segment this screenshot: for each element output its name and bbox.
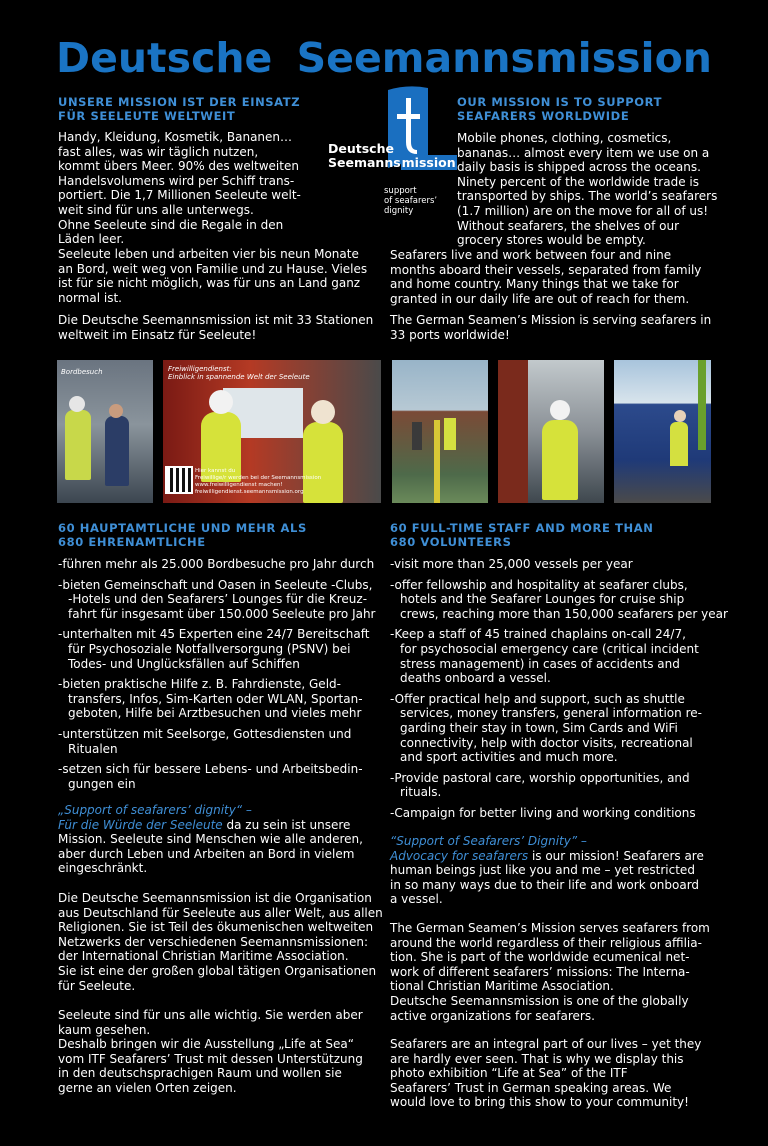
list-item: -offer fellowship and hospitality at seafarer clubs, hotels and the Seafarer Lounges for cruise ship crews, reaching more than 150,000 seafarers per year (390, 577, 728, 621)
person-figure (69, 396, 85, 412)
de-organization-paragraph: Die Deutsche Seemannsmission ist die Organisation aus Deutschland für Seeleute aus aller Welt, aus allen Religionen. Sie ist Teil des ökumenischen weltweiten Netzwerks der verschiedenen Seemannsmissionen: der International Christian Maritime Association. Sie ist eine der großen global tätigen Organisationen für Seeleute. (58, 891, 383, 993)
logo-name-mission: mission (401, 155, 456, 170)
de-staff-heading: 60 HAUPTAMTLICHE UND MEHR ALS 680 EHRENAMTLICHE (58, 521, 307, 549)
logo-name-line2 (328, 156, 457, 170)
en-staff-heading: 60 FULL-TIME STAFF AND MORE THAN 680 VOLUNTEERS (390, 521, 654, 549)
qr-code-icon (167, 468, 191, 492)
list-item: -führen mehr als 25.000 Bordbesuche pro Jahr durch (58, 557, 375, 571)
en-intro-paragraph-2: Seafarers live and work between four and nine months aboard their vessels, separated from family and home country. Many things that we take for granted in our daily life are out of reach for them. (390, 248, 702, 306)
person-figure (542, 420, 578, 500)
person-figure (444, 418, 456, 450)
person-figure (674, 410, 686, 422)
en-intro-heading: OUR MISSION IS TO SUPPORT SEAFARERS WORLDWIDE (457, 95, 663, 123)
person-figure (670, 422, 688, 466)
person-figure (550, 400, 570, 420)
logo-tagline: support of seafarers’ dignity (384, 186, 438, 216)
photo-board-visit (57, 360, 153, 503)
list-item: -unterhalten mit 45 Experten eine 24/7 Bereitschaft für Psychosoziale Notfallversorgung (PSNV) bei Todes- und Unglücksfällen auf Schiffen (58, 627, 370, 671)
person-figure (209, 390, 233, 414)
de-intro-paragraph-2: Seeleute leben und arbeiten vier bis neun Monate an Bord, weit weg von Familie und zu Hause. Vieles ist für sie nicht möglich, was für uns an Land ganz normal ist. (58, 247, 368, 305)
list-item: -Offer practical help and support, such as shuttle services, money transfers, general information re- garding their stay in town, Sim Cards and WiFi connectivity, help with doctor visits, recreational and sport activities and much more. (390, 691, 702, 765)
deck-line (434, 420, 440, 503)
de-staff-list (58, 557, 388, 797)
de-dignity-highlight: „Support of seafarers’ dignity“ – Für die Würde der Seeleute (58, 803, 252, 832)
person-figure (105, 416, 129, 486)
page-title: Deutsche Seemannsmission (56, 34, 712, 82)
de-intro-heading: UNSERE MISSION IST DER EINSATZ FÜR SEELEUTE WELTWEIT (58, 95, 301, 123)
logo-name-seemanns: Seemanns (328, 155, 401, 170)
list-item: -Provide pastoral care, worship opportunities, and rituals. (390, 770, 690, 800)
photo-gangway (498, 360, 604, 503)
photo-volunteer-service (163, 360, 381, 503)
mission-logo (326, 82, 456, 222)
list-item: -visit more than 25,000 vessels per year (390, 557, 633, 571)
person-figure (412, 422, 422, 450)
list-item: -bieten praktische Hilfe z. B. Fahrdienste, Geld- transfers, Infos, Sim-Karten oder WLAN, Sportan- geboten, Hilfe bei Arztbesuchen und vieles mehr (58, 677, 363, 721)
photo-container-ship (614, 360, 711, 503)
qr-caption: Hier kannst du Freiwillige/r werden bei der Seemannsmission www.freiwilligendienst machen! freiwilligendienst.seemannsmission.org (195, 468, 322, 495)
list-item: -Campaign for better living and working conditions (390, 805, 696, 820)
ship-hull (498, 360, 528, 503)
en-dignity-text: is our mission! Seafarers are human beings just like you and me – yet restricted in so many ways due to their life and work onboard a vessel. (390, 848, 704, 907)
en-dignity-highlight: “Support of Seafarers’ Dignity” – Advocacy for seafarers (390, 834, 587, 863)
photo-deck-walk (392, 360, 488, 503)
de-intro-paragraph-3: Die Deutsche Seemannsmission ist mit 33 Stationen weltweit im Einsatz für Seeleute! (58, 313, 374, 342)
en-staff-list (390, 557, 730, 827)
de-exhibition-paragraph: Seeleute sind für uns alle wichtig. Sie werden aber kaum gesehen. Deshalb bringen wir die Ausstellung „Life at Sea“ vom ITF Seafarers’ Trust mit dessen Unterstützung in den deutschsprachigen Raum und wollen sie gerne an vielen Orten zeigen. (58, 1008, 363, 1095)
de-dignity-paragraph (58, 803, 388, 876)
de-dignity-text: da zu sein ist unsere Mission. Seeleute sind Menschen wie alle anderen, aber durch Leben und Arbeiten an Bord in vielem eingeschränkt. (58, 817, 363, 876)
crane (698, 360, 706, 450)
logo-name-line1: Deutsche (328, 141, 394, 156)
en-intro-paragraph-3: The German Seamen’s Mission is serving seafarers in 33 ports worldwide! (390, 313, 712, 342)
person-figure (109, 404, 123, 418)
person-figure (65, 410, 91, 480)
list-item: -bieten Gemeinschaft und Oasen in Seeleute -Clubs, -Hotels und den Seafarers’ Lounges für die Kreuz- fahrt für insgesamt über 150.000 Seeleute pro Jahr (58, 577, 376, 621)
person-figure (311, 400, 335, 424)
list-item: -unterstützen mit Seelsorge, Gottesdiensten und Ritualen (58, 726, 352, 756)
photo-label-volunteer-service: Freiwilligendienst: Einblick in spannende Welt der Seeleute (168, 365, 310, 381)
en-exhibition-paragraph: Seafarers are an integral part of our lives – yet they are hardly ever seen. That is why we display this photo exhibition “Life at Sea” of the ITF Seafarers’ Trust in German speaking areas. We would love to bring this show to your community! (390, 1037, 702, 1110)
list-item: -Keep a staff of 45 trained chaplains on-call 24/7, for psychosocial emergency care (critical incident stress management) in cases of accidents and deaths onboard a vessel. (390, 627, 699, 686)
de-intro-paragraph-1: Handy, Kleidung, Kosmetik, Bananen… fast alles, was wir täglich nutzen, kommt übers Meer. 90% des weltweiten Handelsvolumens wird per Schiff trans- portiert. Die 1,7 Millionen Seeleute welt- weit sind für uns alle unterwegs. Ohne Seeleute sind die Regale in den Läden leer. (58, 130, 301, 247)
en-organization-paragraph: The German Seamen’s Mission serves seafarers from around the world regardless of their religious affilia- tion. She is part of the worldwide ecumenical net- work of different seafarers’ missions: The Interna- tional Christian Maritime Association. Deutsche Seemannsmission is one of the globally active organizations for seafarers. (390, 921, 710, 1023)
en-dignity-paragraph (390, 834, 730, 907)
list-item: -setzen sich für bessere Lebens- und Arbeitsbedin- gungen ein (58, 762, 363, 791)
photo-label-board-visit: Bordbesuch (61, 368, 103, 376)
en-intro-paragraph-1: Mobile phones, clothing, cosmetics, bananas… almost every item we use on a daily basis is shipped across the oceans. Ninety percent of the worldwide trade is transported by ships. The world’s seafarers (1.7 million) are on the move for all of us! Without seafarers, the shelves of our grocery stores would be empty. (457, 131, 718, 248)
